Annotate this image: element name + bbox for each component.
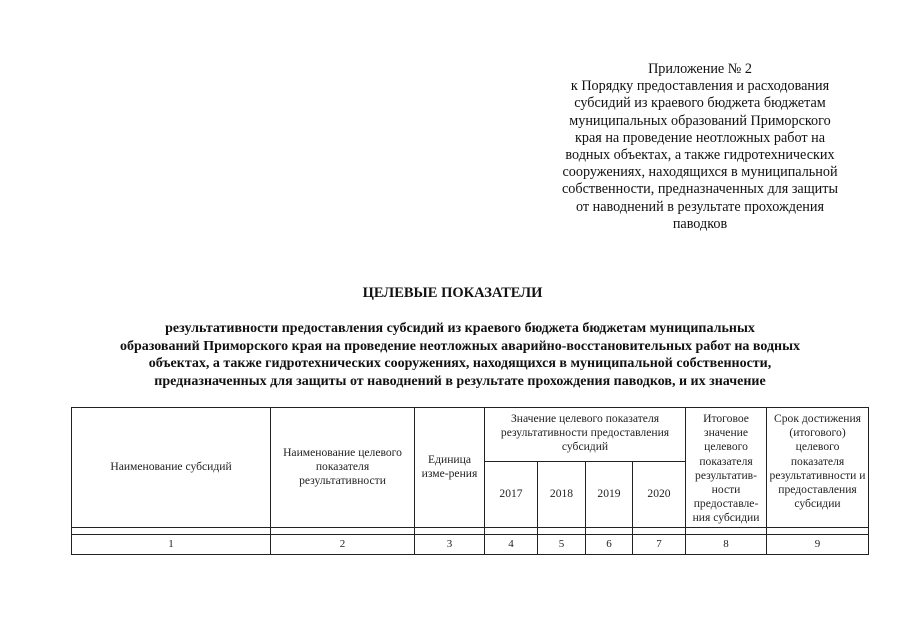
appendix-line: паводков <box>672 215 728 232</box>
column-number: 9 <box>767 534 869 554</box>
appendix-line: сооружениях, находящихся в муниципальной <box>562 164 838 181</box>
column-number: 1 <box>72 534 271 554</box>
subheading-line: результативности предоставления субсидий из краевого бюджета бюджетам муниципальных <box>165 321 755 336</box>
column-number: 8 <box>686 534 767 554</box>
column-number: 2 <box>271 534 415 554</box>
header-year: 2020 <box>633 461 686 527</box>
appendix-line: Приложение № 2 <box>648 61 752 77</box>
header-subsidy-name: Наименование субсидий <box>72 408 271 528</box>
appendix-line: края на проведение неотложных работ на <box>574 129 826 146</box>
appendix-line: собственности, предназначенных для защиты <box>562 181 838 198</box>
appendix-note <box>540 61 860 233</box>
indicators-table <box>71 407 869 555</box>
appendix-line: к Порядку предоставления и расходования <box>570 78 830 95</box>
column-number: 5 <box>538 534 586 554</box>
header-indicator-name: Наименование целевого показателя результативности <box>271 408 415 528</box>
header-year: 2018 <box>538 461 586 527</box>
header-final-value: Итоговое значение целевого показателя результатив-ности предоставле-ния субсидии <box>686 408 767 528</box>
table-column-number-row <box>72 534 869 554</box>
subheading-line: объектах, а также гидротехнических сооружениях, находящихся в муниципальной собственности, <box>148 356 772 372</box>
appendix-line: водных объектах, а также гидротехнических <box>565 147 835 164</box>
header-deadline: Срок достижения (итогового) целевого показателя результативности и предоставления субсидии <box>767 408 869 528</box>
table-header-row <box>72 408 869 462</box>
table-spacer-row <box>72 527 869 534</box>
header-unit: Единица изме-рения <box>415 408 485 528</box>
column-number: 7 <box>633 534 686 554</box>
column-number: 4 <box>485 534 538 554</box>
document-heading: ЦЕЛЕВЫЕ ПОКАЗАТЕЛИ <box>362 285 543 301</box>
document-subheading <box>80 320 840 390</box>
column-number: 3 <box>415 534 485 554</box>
appendix-line: субсидий из краевого бюджета бюджетам <box>574 95 826 112</box>
header-value-group: Значение целевого показателя результативности предоставления субсидий <box>485 408 686 462</box>
column-number: 6 <box>586 534 633 554</box>
appendix-line: муниципальных образований Приморского <box>569 112 831 129</box>
subheading-line: образований Приморского края на проведение неотложных аварийно-восстановительных работ на водных <box>119 338 801 354</box>
subheading-line: предназначенных для защиты от наводнений в результате прохождения паводков, и их значение <box>154 373 766 389</box>
appendix-line: от наводнений в результате прохождения <box>576 198 824 215</box>
header-year: 2019 <box>586 461 633 527</box>
header-year: 2017 <box>485 461 538 527</box>
